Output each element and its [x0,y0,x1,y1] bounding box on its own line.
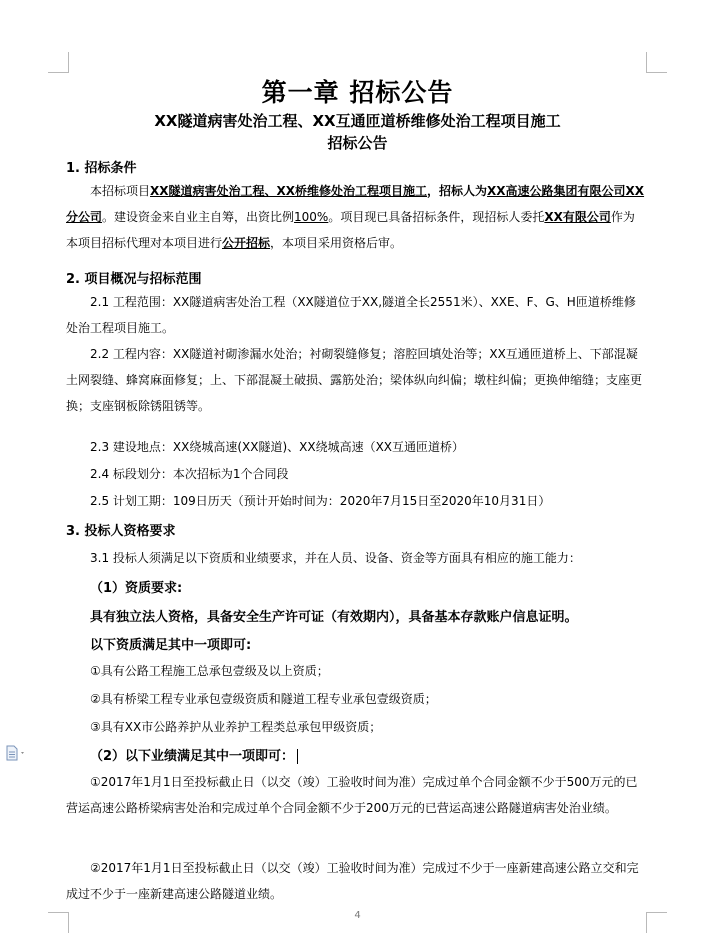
page-number: 4 [354,910,361,921]
qualification-item-2: ②具有桥梁工程专业承包壹级资质和隧道工程专业承包壹级资质； [90,692,437,706]
location-line: 2.3 建设地点：XX绕城高速(XX隧道)、XX绕城高速（XX互通匝道桥） [90,440,465,454]
tender-method: 公开招标 [222,236,271,250]
text-run: ，本项目采用资格后审。 [270,236,403,250]
text-run: ，招标人为 [427,184,488,198]
text-run: 。建设资金来自业主自筹，出资比例 [102,210,295,224]
performance-item-2: ②2017年1月1日至投标截止日（以交（竣）工验收时间为准）完成过不少于一座新建高速公路立交和完成过不少于一座新建高速公路隧道业绩。 [66,861,639,901]
tenderer-name: XX高速公路集团有限公司XX分公司 [66,184,645,224]
notice-subtitle-line1: XX隧道病害处治工程、XX互通匝道桥维修处治工程项目施工 [154,112,561,130]
period-line: 2.5 计划工期：109日历天（预计开始时间为：2020年7月15日至2020年10月31日） [90,494,551,508]
text-run: 。项目现已具备招标条件，现招标人委托 [328,210,545,224]
project-name: XX隧道病害处治工程、XX桥维修处治工程项目施工 [150,184,428,198]
section1-paragraph [66,178,646,256]
chapter-title: 第一章 招标公告 [261,78,454,107]
qualification-heading: （1）资质要求: [90,581,183,596]
notice-subtitle-line2: 招标公告 [327,134,388,152]
crop-mark-top-right [646,52,667,73]
text-cursor [297,749,298,764]
text-run: 作为本项目招标代理对本项目进行 [66,210,635,250]
content-paragraph: 2.2 工程内容：XX隧道衬砌渗漏水处治；衬砌裂缝修复；溶腔回填处治等；XX互通匝道桥上、下部混凝土网裂缝、蜂窝麻面修复；上、下部混凝土破损、露筋处治；梁体纵向纠偏；墩柱纠偏；更换伸缩缝；支座更换；支座钢板除锈阻锈等。 [66,347,643,413]
division-line: 2.4 标段划分：本次招标为1个合同段 [90,467,289,481]
funding-ratio: 100% [294,210,329,224]
document-icon[interactable] [6,745,28,761]
qualification-basic: 具有独立法人资格，具备安全生产许可证（有效期内），具备基本存款账户信息证明。 [90,610,578,625]
section-heading-3: 3. 投标人资格要求 [66,524,176,539]
performance-item-1: ①2017年1月1日至投标截止日（以交（竣）工验收时间为准）完成过单个合同金额不少于500万元的已营运高速公路桥梁病害处治和完成过单个合同金额不少于200万元的已营运高速公路隧道病害处治业绩。 [66,775,638,815]
performance-heading[interactable] [90,745,298,764]
qualification-item-3: ③具有XX市公路养护从业养护工程类总承包甲级资质； [90,720,382,734]
scope-paragraph: 2.1 工程范围：XX隧道病害处治工程（XX隧道位于XX,隧道全长2551米）、XXE、F、G、H匝道桥维修处治工程项目施工。 [66,295,636,335]
crop-mark-top-left [48,52,69,73]
section-heading-1: 1. 招标条件 [66,161,137,176]
performance-heading-text: （2）以下业绩满足其中一项即可： [90,749,295,764]
section-heading-2: 2. 项目概况与招标范围 [66,272,202,287]
qualification-intro: 3.1 投标人须满足以下资质和业绩要求，并在人员、设备、资金等方面具有相应的施工能力： [90,551,581,565]
text-run: 本招标项目 [90,184,151,198]
qualification-item-1: ①具有公路工程施工总承包壹级及以上资质； [90,664,329,678]
qualification-any: 以下资质满足其中一项即可: [90,638,252,653]
agent-name: XX有限公司 [544,210,611,224]
